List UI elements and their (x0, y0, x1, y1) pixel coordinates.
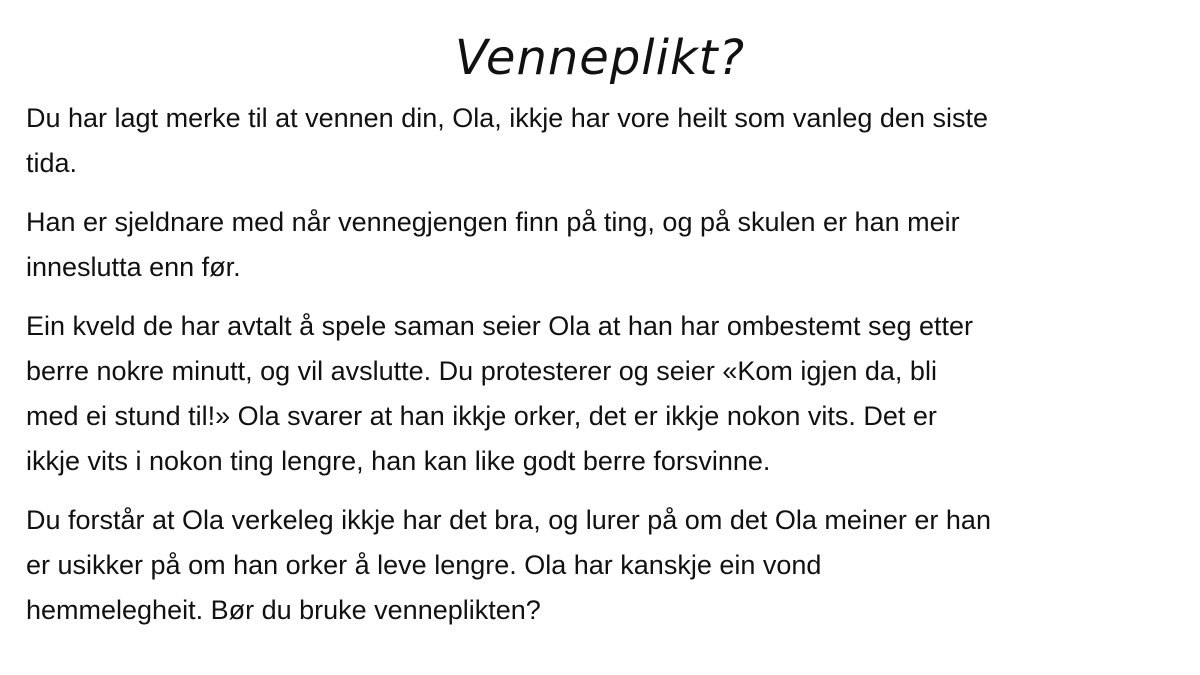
slide-body (26, 96, 1174, 647)
slide-title: Venneplikt? (454, 30, 746, 86)
paragraph-1: Du har lagt merke til at vennen din, Ola, ikkje har vore heilt som vanleg den siste tida. (26, 103, 988, 178)
paragraph-4: Du forstår at Ola verkeleg ikkje har det bra, og lurer på om det Ola meiner er han er usikker på om han orker å leve lengre. Ola har kanskje ein vond hemmelegheit. Bør du bruke venneplikten? (26, 505, 991, 625)
paragraph-3: Ein kveld de har avtalt å spele saman seier Ola at han har ombestemt seg etter berre nokre minutt, og vil avslutte. Du protesterer og seier «Kom igjen da, bli med ei stund til!» Ola svarer at han ikkje orker, det er ikkje nokon vits. Det er ikkje vits i nokon ting lengre, han kan like godt berre forsvinne. (26, 311, 974, 476)
paragraph-2: Han er sjeldnare med når vennegjengen finn på ting, og på skulen er han meir inneslutta enn før. (26, 207, 960, 282)
